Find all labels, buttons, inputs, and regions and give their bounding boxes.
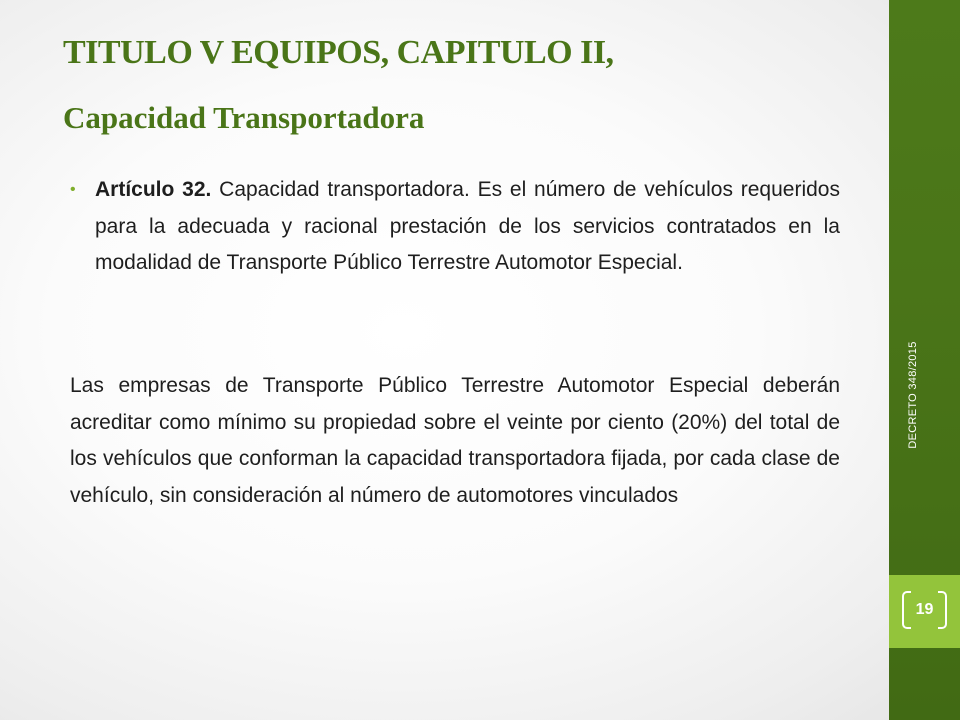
bullet-paragraph xyxy=(70,172,840,282)
left-bracket-icon xyxy=(902,591,911,629)
page-number-tab xyxy=(889,575,960,648)
bullet-dot-icon: • xyxy=(70,181,76,198)
article-text: Capacidad transportadora. Es el número de vehículos requeridos para la adecuada y racional prestación de los servicios contratados en la modalidad de Transporte Público Terrestre Automotor Especial. xyxy=(95,178,840,274)
slide-title-line-1: TITULO V EQUIPOS, CAPITULO II, xyxy=(63,34,614,71)
slide-title-line-2: Capacidad Transportadora xyxy=(63,100,425,135)
article-heading: Artículo 32. xyxy=(95,178,212,201)
body-paragraph: Las empresas de Transporte Público Terrestre Automotor Especial deberán acreditar como mínimo su propiedad sobre el veinte por ciento (20%) del total de los vehículos que conforman la capacidad transportadora fijada, por cada clase de vehículo, sin consideración al número de automotores vinculados xyxy=(70,374,840,507)
footer-side-label: DECRETO 348/2015 xyxy=(907,341,919,449)
bullet-content xyxy=(95,172,840,282)
right-bracket-icon xyxy=(938,591,947,629)
page-number: 19 xyxy=(915,601,934,618)
